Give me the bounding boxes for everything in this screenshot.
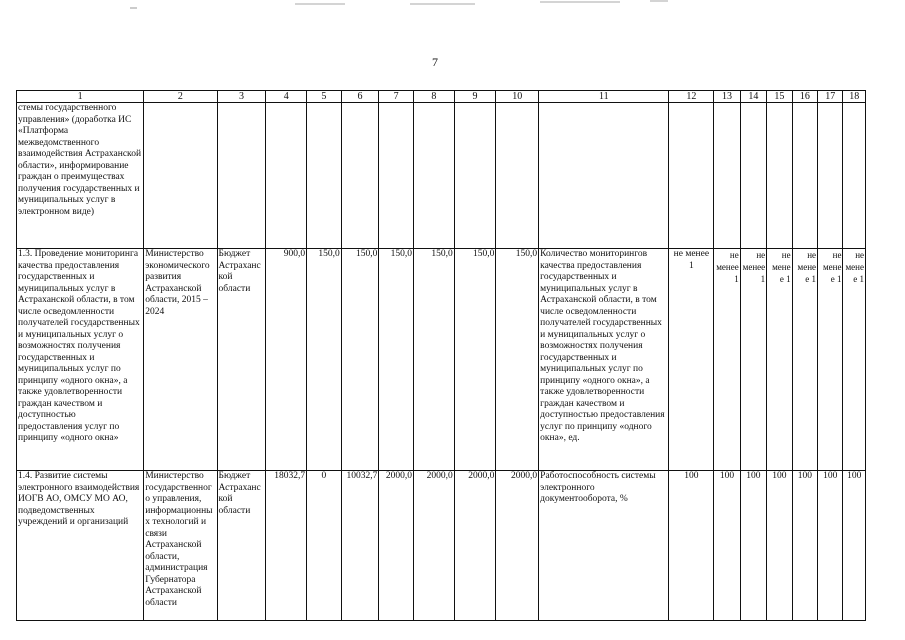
indicator-year-cell: не менее 1	[740, 249, 766, 471]
source-cell: Бюджет Астраханской области	[217, 249, 266, 471]
col-header: 1	[17, 91, 144, 103]
indicator-year-cell: 100	[740, 471, 766, 621]
indicator-year-cell: 100	[714, 471, 740, 621]
indicator-value-cell: 100	[669, 471, 714, 621]
amount-year-cell: 150,0	[341, 249, 379, 471]
indicator-cell: Количество мониторингов качества предоставления государственных и муниципальных услуг в Астраханской области, в том числе осведомленности получателей государственных и муниципальных услуг о возможностях получения государственных и муниципальных услуг по принципу «одного окна», а также удовлетворенности граждан качеством и доступностью предоставления услуг по принципу «одного окна», ед.	[539, 249, 669, 471]
indicator-year-cell	[740, 103, 766, 249]
amount-year-cell: 150,0	[379, 249, 414, 471]
amount-year-cell	[454, 103, 496, 249]
amount-year-cell: 2000,0	[496, 471, 539, 621]
amount-year-cell: 2000,0	[379, 471, 414, 621]
amount-year-cell: 10032,7	[341, 471, 379, 621]
indicator-year-cell: не менее 1	[818, 249, 843, 471]
col-header: 14	[740, 91, 766, 103]
source-cell	[217, 103, 266, 249]
amount-year-cell	[307, 103, 342, 249]
measure-name-cell: стемы государственного управления» (доработка ИС «Платформа межведомственного взаимодействия Астраханской области», информирование граждан о преимуществах получения государственных и муниципальных услуг в электронном виде)	[17, 103, 144, 249]
amount-year-cell	[341, 103, 379, 249]
indicator-year-cell	[767, 103, 792, 249]
indicator-year-cell	[714, 103, 740, 249]
indicator-year-cell: 100	[767, 471, 792, 621]
amount-year-cell: 0	[307, 471, 342, 621]
executor-cell: Министерство государственного управления, информационных технологий и связи Астраханской области, администрация Губернатора Астраханской области	[144, 471, 217, 621]
col-header: 17	[818, 91, 843, 103]
indicator-year-cell	[792, 103, 817, 249]
col-header: 12	[669, 91, 714, 103]
indicator-year-cell: 100	[818, 471, 843, 621]
indicator-year-cell: не менее 1	[843, 249, 866, 471]
col-header: 10	[496, 91, 539, 103]
col-header: 18	[843, 91, 866, 103]
table-row	[17, 471, 866, 621]
measure-name-cell: 1.3. Проведение мониторинга качества предоставления государственных и муниципальных услуг в Астраханской области, в том числе осведомленности получателей государственных и муниципальных услуг о возможностях получения государственных и муниципальных услуг по принципу «одного окна», а также удовлетворенности граждан качеством и доступностью предоставления услуг по принципу «одного окна»	[17, 249, 144, 471]
amount-year-cell: 150,0	[413, 249, 454, 471]
indicator-cell	[539, 103, 669, 249]
amount-year-cell	[496, 103, 539, 249]
executor-cell: Министерство экономического развития Астраханской области, 2015 – 2024	[144, 249, 217, 471]
indicator-year-cell: 100	[843, 471, 866, 621]
col-header: 11	[539, 91, 669, 103]
col-header: 8	[413, 91, 454, 103]
indicator-year-cell	[843, 103, 866, 249]
amount-total-cell	[266, 103, 307, 249]
col-header: 2	[144, 91, 217, 103]
indicator-year-cell: 100	[792, 471, 817, 621]
amount-year-cell: 2000,0	[413, 471, 454, 621]
col-header: 4	[266, 91, 307, 103]
amount-year-cell: 150,0	[454, 249, 496, 471]
col-header: 9	[454, 91, 496, 103]
indicator-year-cell: не менее 1	[792, 249, 817, 471]
indicator-cell: Работоспособность системы электронного документооборота, %	[539, 471, 669, 621]
indicator-value-cell: не менее 1	[669, 249, 714, 471]
scan-artifact-marks	[0, 0, 905, 12]
page-number: 7	[432, 55, 438, 69]
amount-year-cell: 150,0	[496, 249, 539, 471]
column-number-row	[17, 91, 866, 103]
table-row	[17, 249, 866, 471]
amount-total-cell: 900,0	[266, 249, 307, 471]
indicator-year-cell: не менее 1	[767, 249, 792, 471]
program-measures-table	[16, 90, 866, 621]
col-header: 16	[792, 91, 817, 103]
indicator-year-cell	[818, 103, 843, 249]
source-cell: Бюджет Астраханской области	[217, 471, 266, 621]
table-row	[17, 103, 866, 249]
col-header: 3	[217, 91, 266, 103]
col-header: 5	[307, 91, 342, 103]
amount-year-cell	[379, 103, 414, 249]
col-header: 6	[341, 91, 379, 103]
col-header: 15	[767, 91, 792, 103]
col-header: 7	[379, 91, 414, 103]
amount-total-cell: 18032,7	[266, 471, 307, 621]
executor-cell	[144, 103, 217, 249]
amount-year-cell: 2000,0	[454, 471, 496, 621]
amount-year-cell	[413, 103, 454, 249]
amount-year-cell: 150,0	[307, 249, 342, 471]
measure-name-cell: 1.4. Развитие системы электронного взаимодействия ИОГВ АО, ОМСУ МО АО, подведомственных учреждений и организаций	[17, 471, 144, 621]
indicator-year-cell: не менее 1	[714, 249, 740, 471]
col-header: 13	[714, 91, 740, 103]
indicator-value-cell	[669, 103, 714, 249]
